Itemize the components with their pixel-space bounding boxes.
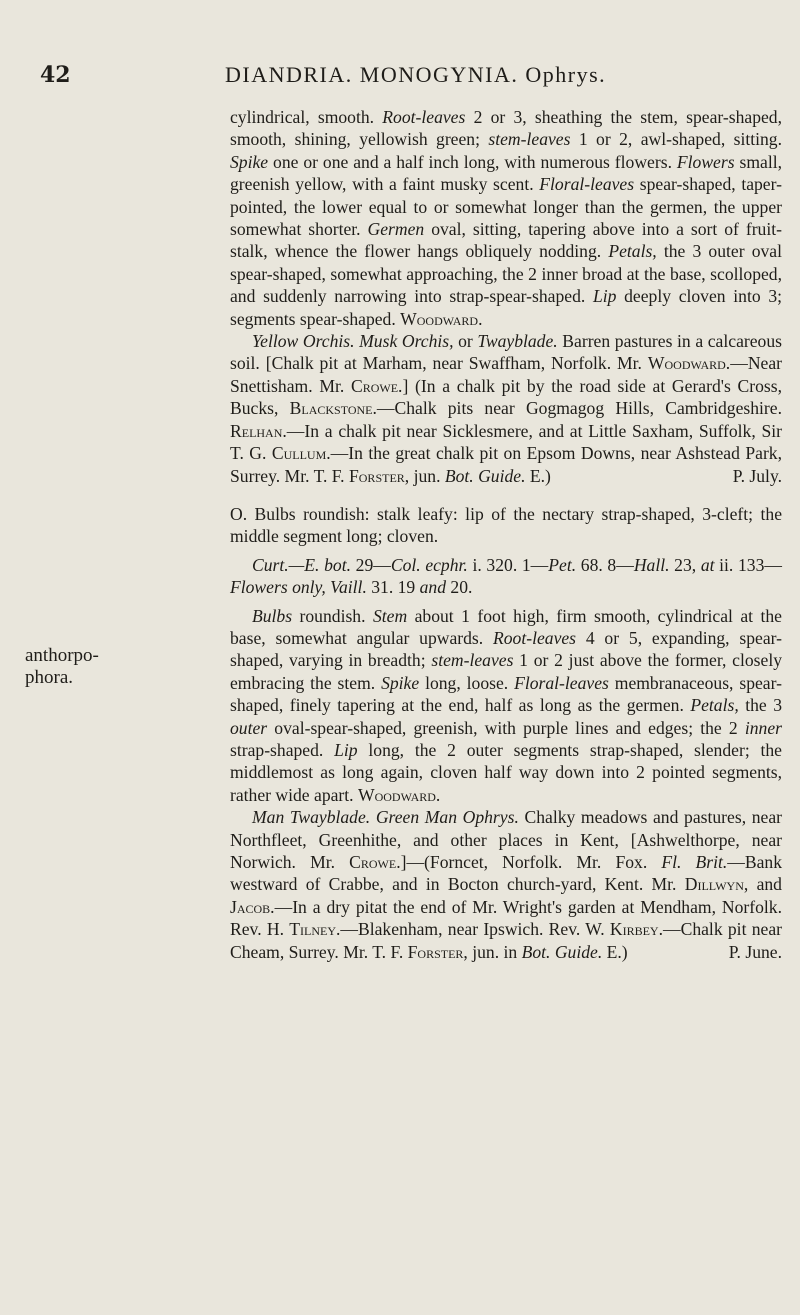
species-diagnosis: O. Bulbs roundish: stalk leafy: lip of the nectary strap-shaped, 3-cleft; the middle segment long; cloven. — [230, 503, 782, 547]
page-number: 42 — [40, 62, 71, 88]
habitat-paragraph: Man Twayblade. Green Man Ophrys. Chalky meadows and pastures, near Northfleet, Greenhithe, and other places in Kent, [Ashwelthorpe, near Norwich. Mr. Crowe.]—(Forncet, Norfolk. Mr. Fox. Fl. Brit.—Bank westward of Crabbe, and in Bocton church-yard, Kent. Mr. Dillwyn, and Jacob.—In a dry pitat the end of Mr. Wright's garden at Mendham, Norfolk. Rev. H. Tilney.—Blakenham, near Ipswich. Rev. W. Kirbey.—Chalk pit near Cheam, Surrey. Mr. T. F. Forster, jun. in Bot. Guide. E.) P. June. — [230, 807, 783, 962]
flowering-time: P. June. — [728, 941, 782, 962]
description-paragraph-continued: cylindrical, smooth. Root-leaves 2 or 3, sheathing the stem, spear-shaped, smooth, shining, yellowish green; stem-leaves 1 or 2, awl-shaped, sitting. Spike one or one and a half inch long, with numerous flowers. Flowers small, greenish yellow, with a faint musky scent. Floral-leaves spear-shaped, taper-pointed, the lower equal to or somewhat longer than the germen, the upper somewhat shorter. Germen oval, sitting, tapering above into a sort of fruit-stalk, whence the flower hangs obliquely nodding. Petals, the 3 outer oval spear-shaped, somewhat approaching, the 2 inner broad at the base, scolloped, and suddenly narrowing into strap-spear-shaped. Lip deeply cloven into 3; segments spear-shaped. Woodward. — [230, 107, 783, 329]
body-text — [230, 106, 782, 963]
description-paragraph: Bulbs roundish. Stem about 1 foot high, firm smooth, cylindrical at the base, somewhat angular upwards. Root-leaves 4 or 5, expanding, spear-shaped, varying in breadth; stem-leaves 1 or 2 just above the former, closely embracing the stem. Spike long, loose. Floral-leaves membranaceous, spear-shaped, finely tapering at the end, half as long as the germen. Petals, the 3 outer oval-spear-shaped, greenish, with purple lines and edges; the 2 inner strap-shaped. Lip long, the 2 outer segments strap-shaped, slender; the middlemost as long again, cloven half way down into 2 pointed segments, rather wide apart. Woodward. — [230, 605, 783, 805]
flowering-time: P. July. — [732, 465, 782, 486]
running-head: DIANDRIA. MONOGYNIA. Ophrys. — [225, 62, 607, 87]
margin-note-line: anthorpo- — [25, 645, 99, 666]
habitat-paragraph: Yellow Orchis. Musk Orchis, or Twayblade. Barren pastures in a calcareous soil. [Chalk pit at Marham, near Swaffham, Norfolk. Mr. Woodward.—Near Snettisham. Mr. Crowe.] (In a chalk pit by the road side at Gerard's Cross, Bucks, Blackstone.—Chalk pits near Gogmagog Hills, Cambridgeshire. Relhan.—In a chalk pit near Sicklesmere, and at Little Saxham, Suffolk, Sir T. G. Cullum.—In the great chalk pit on Epsom Downs, near Ashstead Park, Surrey. Mr. T. F. Forster, jun. Bot. Guide. E.) P. July. — [230, 331, 783, 486]
synonymy: Curt.—E. bot. 29—Col. ecphr. i. 320. 1—Pet. 68. 8—Hall. 23, at ii. 133—Flowers only, Vaill. 31. 19 and 20. — [230, 554, 782, 598]
margin-note-line: phora. — [25, 667, 74, 688]
margin-note — [25, 645, 205, 689]
page-header — [40, 62, 740, 102]
